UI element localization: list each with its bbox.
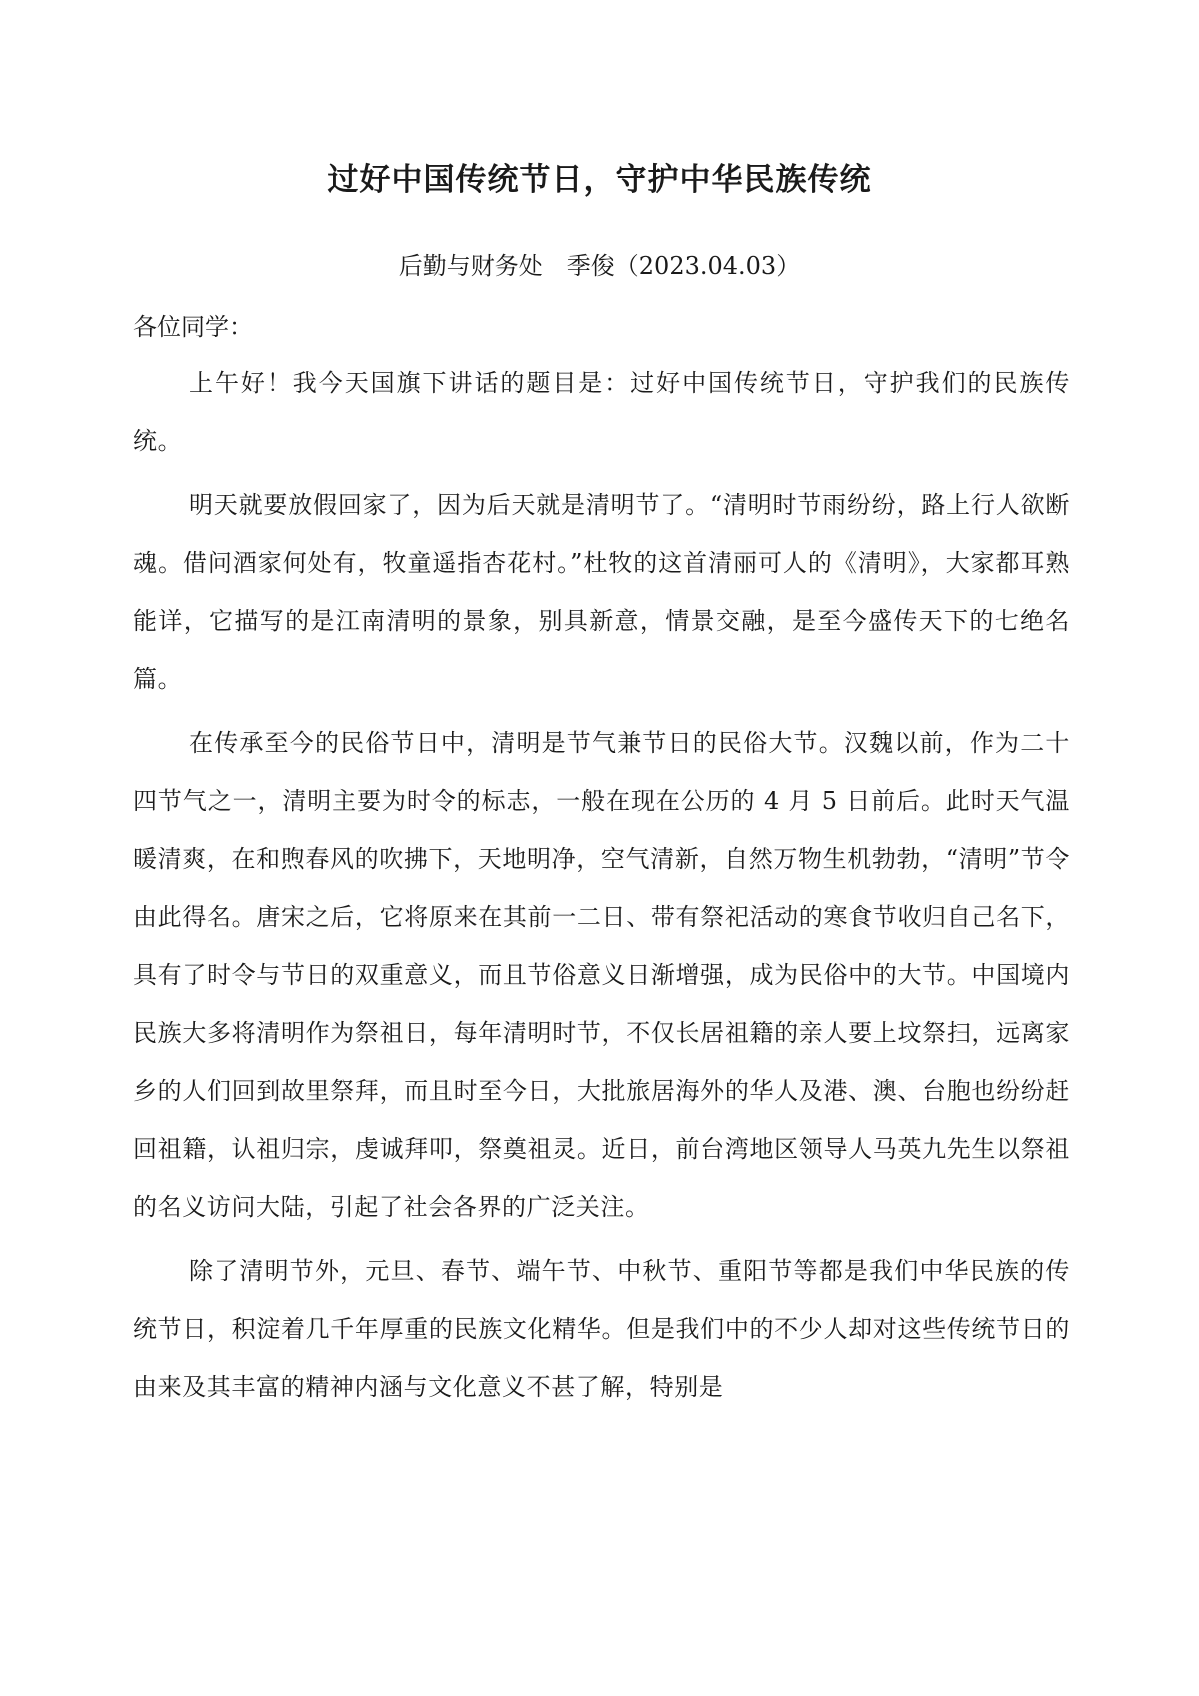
- document-title: 过好中国传统节日，守护中华民族传统: [327, 162, 872, 198]
- document-body: [133, 302, 1070, 1422]
- paragraph-4: 除了清明节外，元旦、春节、端午节、中秋节、重阳节等都是我们中华民族的传统节日，积淀着几千年厚重的民族文化精华。但是我们中的不少人却对这些传统节日的由来及其丰富的精神内涵与文化意义不甚了解，特别是: [133, 1257, 1070, 1401]
- salutation: 各位同学：: [133, 313, 253, 341]
- paragraph-3: 在传承至今的民俗节日中，清明是节气兼节日的民俗大节。汉魏以前，作为二十四节气之一，清明主要为时令的标志，一般在现在公历的 4 月 5 日前后。此时天气温暖清爽，在和煦春风的吹拂下，天地明净，空气清新，自然万物生机勃勃，“清明”节令由此得名。唐宋之后，它将原来在其前一二日、带有祭祀活动的寒食节收归自己名下，具有了时令与节日的双重意义，而且节俗意义日渐增强，成为民俗中的大节。中国境内民族大多将清明作为祭祖日，每年清明时节，不仅长居祖籍的亲人要上坟祭扫，远离家乡的人们回到故里祭拜，而且时至今日，大批旅居海外的华人及港、澳、台胞也纷纷赶回祖籍，认祖归宗，虔诚拜叩，祭奠祖灵。近日，前台湾地区领导人马英九先生以祭祖的名义访问大陆，引起了社会各界的广泛关注。: [133, 729, 1070, 1221]
- paragraph-2: 明天就要放假回家了，因为后天就是清明节了。“清明时节雨纷纷，路上行人欲断魂。借问酒家何处有，牧童遥指杏花村。”杜牧的这首清丽可人的《清明》，大家都耳熟能详，它描写的是江南清明的景象，别具新意，情景交融，是至今盛传天下的七绝名篇。: [133, 491, 1070, 693]
- author-byline: 后勤与财务处 季俊（2023.04.03）: [398, 252, 801, 280]
- paragraph-1: 上午好！我今天国旗下讲话的题目是：过好中国传统节日，守护我们的民族传统。: [133, 369, 1070, 455]
